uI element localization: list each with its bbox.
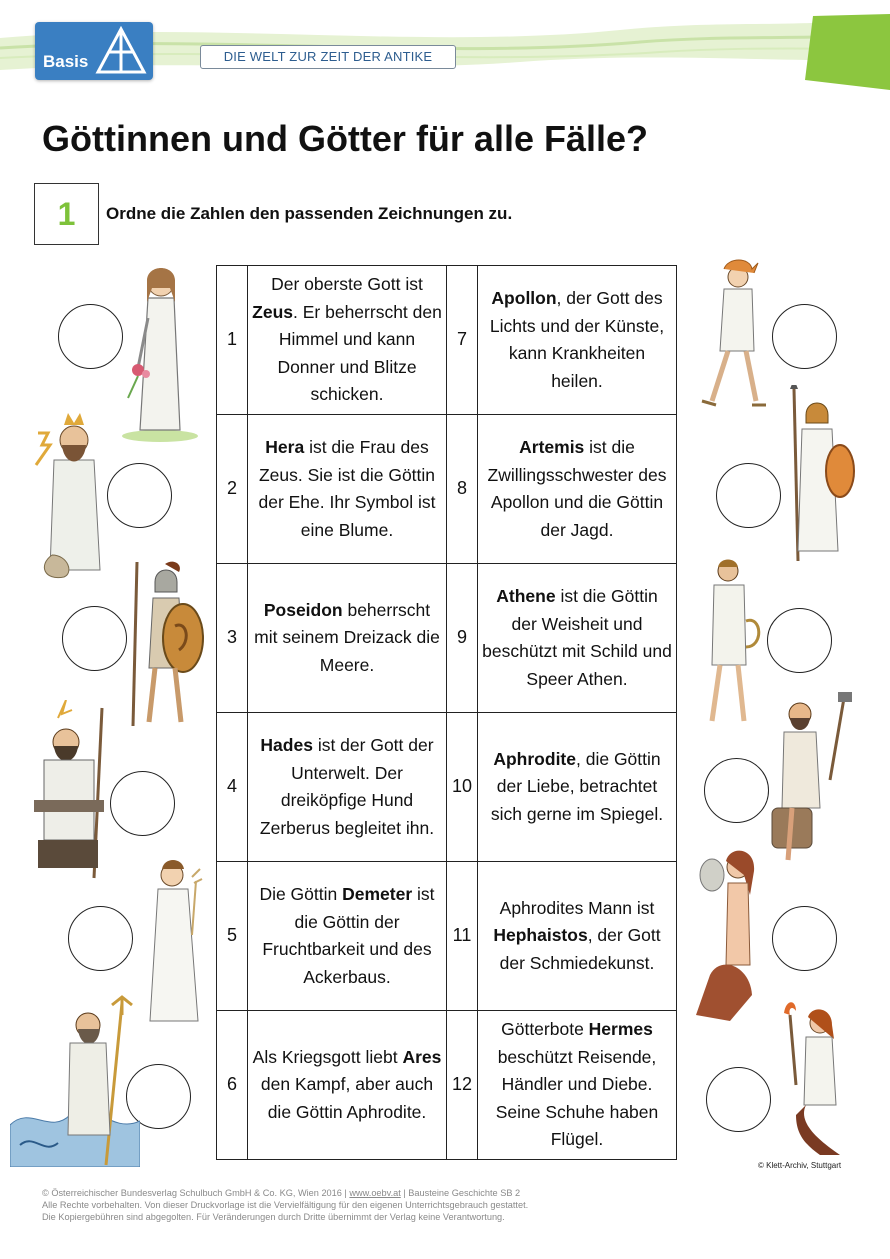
row-number: 3 xyxy=(217,564,248,713)
description-text: Aphrodites Mann ist xyxy=(499,897,655,918)
series-title: DIE WELT ZUR ZEIT DER ANTIKE xyxy=(200,45,456,69)
description-text: Als Kriegsgott liebt xyxy=(252,1046,403,1067)
god-description xyxy=(478,862,677,1011)
hades-on-throne-illustration xyxy=(22,700,118,880)
description-text: den Kampf, aber auch die Göttin Aphrodite. xyxy=(260,1074,434,1122)
god-name: Hera xyxy=(265,437,305,457)
god-description xyxy=(478,266,677,415)
description-text: ist die Zwillingsschwester des Apollon und die Göttin der Jagd. xyxy=(487,437,667,540)
description-text: , der Gott des Lichts und der Künste, kann Krankheiten heilen. xyxy=(489,288,665,391)
answer-circle-left-2[interactable] xyxy=(107,463,172,528)
answer-circle-right-1[interactable] xyxy=(772,304,837,369)
task-number-box xyxy=(34,183,99,245)
row-number: 7 xyxy=(447,266,478,415)
task-instruction: Ordne die Zahlen den passenden Zeichnungen zu. xyxy=(106,204,513,223)
footer-line-1: © Österreichischer Bundesverlag Schulbuch GmbH & Co. KG, Wien 2016 | www.oebv.at | Bausteine Geschichte SB 2 xyxy=(42,1188,521,1198)
god-name: Athene xyxy=(496,586,556,606)
table-row xyxy=(217,564,677,713)
row-number: 5 xyxy=(217,862,248,1011)
aphrodite-with-mirror-illustration xyxy=(690,845,770,1025)
athena-with-spear-illustration xyxy=(778,385,860,565)
image-credit: © Klett-Archiv, Stuttgart xyxy=(758,1161,842,1170)
table-row xyxy=(217,415,677,564)
row-number: 1 xyxy=(217,266,248,415)
table-row xyxy=(217,862,677,1011)
god-description xyxy=(248,266,447,415)
god-description xyxy=(478,415,677,564)
row-number: 9 xyxy=(447,564,478,713)
answer-circle-right-6[interactable] xyxy=(706,1067,771,1132)
answer-circle-left-4[interactable] xyxy=(110,771,175,836)
description-text: beschützt Reisende, Händler und Diebe. Seine Schuhe haben Flügel. xyxy=(495,1046,659,1150)
table-row xyxy=(217,1011,677,1160)
god-description xyxy=(248,862,447,1011)
triangle-logo-icon xyxy=(95,26,147,76)
god-name: Aphrodite xyxy=(493,748,576,769)
description-text: , die Göttin der Liebe, betrachtet sich gerne im Spiegel. xyxy=(490,748,664,824)
footer xyxy=(42,1187,528,1223)
table-row xyxy=(217,713,677,862)
row-number: 6 xyxy=(217,1011,248,1160)
answer-circle-right-4[interactable] xyxy=(704,758,769,823)
row-number: 10 xyxy=(447,713,478,862)
table-row xyxy=(217,266,677,415)
god-name: Zeus xyxy=(252,301,294,322)
answer-circle-left-5[interactable] xyxy=(68,906,133,971)
poseidon-with-trident-illustration xyxy=(10,995,140,1167)
description-text: . Er beherrscht den Himmel und kann Donner und Blitze schicken. xyxy=(277,301,442,405)
publisher-logo xyxy=(35,22,153,80)
description-text: Der oberste Gott ist xyxy=(271,274,423,295)
task-number: 1 xyxy=(57,196,76,232)
description-text: beherrscht mit seinem Dreizack die Meere. xyxy=(254,599,440,675)
demeter-goddess-illustration xyxy=(140,855,208,1027)
row-number: 8 xyxy=(447,415,478,564)
answer-circle-left-3[interactable] xyxy=(62,606,127,671)
green-corner-decoration xyxy=(805,14,890,90)
god-description xyxy=(478,713,677,862)
description-text: Götterbote xyxy=(501,1019,589,1040)
god-name: Hermes xyxy=(588,1019,653,1040)
ares-warrior-with-shield-illustration xyxy=(125,558,207,730)
description-text: Die Göttin xyxy=(259,884,343,904)
answer-circle-left-1[interactable] xyxy=(58,304,123,369)
page-title: Göttinnen und Götter für alle Fälle? xyxy=(42,118,649,159)
god-name: Hades xyxy=(260,735,313,755)
god-description xyxy=(478,1011,677,1160)
god-name: Poseidon xyxy=(263,599,343,620)
god-description xyxy=(248,415,447,564)
god-name: Demeter xyxy=(342,884,413,904)
zeus-with-lightning-illustration xyxy=(24,405,116,585)
logo-text: Basis xyxy=(43,52,89,71)
god-name: Artemis xyxy=(519,437,585,457)
footer-line-3: Die Kopiergebühren sind abgegolten. Für Veränderungen durch Dritte übernimmt der Verlag keine Verantwortung. xyxy=(42,1212,505,1222)
goddess-with-flowers-illustration xyxy=(118,258,208,443)
answer-circle-right-2[interactable] xyxy=(716,463,781,528)
row-number: 4 xyxy=(217,713,248,862)
description-text: ist die Göttin der Fruchtbarkeit und des Ackerbaus. xyxy=(262,884,435,987)
apollo-with-lyre-illustration xyxy=(700,555,770,725)
answer-circle-right-5[interactable] xyxy=(772,906,837,971)
god-description xyxy=(248,713,447,862)
god-description xyxy=(248,1011,447,1160)
god-description xyxy=(248,564,447,713)
hermes-winged-god-illustration xyxy=(692,255,772,415)
description-text: ist die Göttin der Weisheit und beschützt mit Schild und Speer Athen. xyxy=(482,586,672,689)
god-name: Hephaistos xyxy=(493,925,588,946)
footer-line-2: Alle Rechte vorbehalten. Von dieser Druckvorlage ist die Vervielfältigung für den eigenen Unterrichtsgebrauch gestattet. xyxy=(42,1200,529,1210)
publisher-link[interactable]: www.oebv.at xyxy=(349,1188,401,1198)
god-description xyxy=(478,564,677,713)
row-number: 11 xyxy=(447,862,478,1011)
god-name: Apollon xyxy=(491,288,557,308)
god-name: Ares xyxy=(402,1046,442,1067)
hephaistos-with-hammer-illustration xyxy=(768,690,858,865)
answer-circle-right-3[interactable] xyxy=(767,608,832,673)
gods-description-table xyxy=(216,265,677,1160)
artemis-with-torch-illustration xyxy=(776,995,856,1160)
row-number: 12 xyxy=(447,1011,478,1160)
row-number: 2 xyxy=(217,415,248,564)
description-text: ist der Gott der Unterwelt. Der dreiköpfige Hund Zerberus begleitet ihn. xyxy=(259,735,435,838)
description-text: ist die Frau des Zeus. Sie ist die Göttin der Ehe. Ihr Symbol ist eine Blume. xyxy=(258,437,436,540)
description-text: , der Gott der Schmiedekunst. xyxy=(499,925,661,973)
